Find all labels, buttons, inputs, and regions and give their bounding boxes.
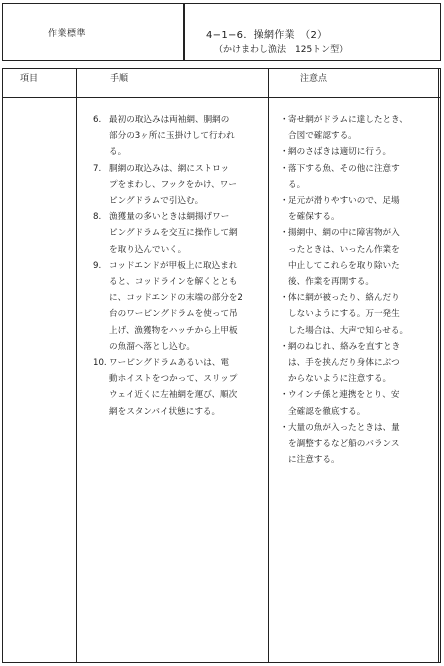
note-item: [280, 420, 440, 469]
note-text: [288, 144, 440, 160]
step-line: プをまわし、フックをかけ、ワー: [109, 179, 237, 190]
note-item: [280, 290, 440, 339]
bullet-mark: ・: [280, 228, 289, 239]
bullet-mark: ・: [280, 390, 289, 401]
note-line: に注意する。: [288, 455, 340, 466]
note-line: 足元が滑りやすいので、足場: [288, 196, 400, 207]
bullet-mark: ・: [280, 341, 289, 352]
notes-list: [280, 112, 440, 468]
note-text: [288, 193, 440, 225]
step-number: 8.: [93, 212, 102, 223]
note-line: 大量の魚が入ったときは、量: [288, 422, 400, 433]
column-header-procedure: 手順: [110, 74, 129, 84]
bullet-mark: ・: [280, 115, 289, 125]
note-text: [288, 290, 440, 339]
note-line: しないようにする。万一発生: [288, 309, 400, 320]
step-line: 部分の3ヶ所に玉掛けして行われ: [109, 131, 235, 142]
procedure-step: [93, 112, 266, 161]
step-line: ると、コッドラインを解くととも: [109, 277, 238, 288]
step-line: ピングドラムを交互に操作して網: [109, 228, 238, 239]
note-text: [288, 387, 440, 419]
header-label: 作業標準: [48, 29, 87, 39]
step-line: の魚溜へ落とし込む。: [109, 341, 195, 352]
step-text: [109, 112, 266, 161]
bullet-mark: ・: [280, 163, 289, 174]
step-line: 台のワーピングドラムを使って吊: [109, 309, 238, 320]
procedure-step: [93, 209, 266, 258]
step-text: [109, 161, 266, 210]
note-line: を確保する。: [288, 212, 340, 223]
note-line: 体に網が被ったり、絡んだり: [288, 293, 400, 304]
bullet-mark: ・: [280, 196, 289, 207]
note-line: 後、作業を再開する。: [288, 277, 374, 288]
note-line: は、手を挟んだり身体にぶつ: [288, 358, 400, 369]
note-line: 寄せ網がドラムに達したとき、: [288, 115, 408, 125]
note-item: [280, 225, 440, 290]
note-text: [288, 420, 440, 469]
note-item: [280, 161, 440, 193]
step-line: 最初の取込みは両袖網、胴網の: [109, 115, 230, 125]
note-line: 全確認を徹底する。: [288, 406, 366, 417]
procedure-step: [93, 258, 266, 355]
step-line: ワーピングドラムあるいは、電: [109, 358, 230, 369]
column-header-notes: 注意点: [300, 74, 328, 84]
note-line: した場合は、大声で知らせる。: [288, 325, 409, 336]
step-line: ピングドラムで引込む。: [109, 196, 204, 207]
procedure-step: [93, 161, 266, 210]
note-line: 合図で確認する。: [288, 131, 357, 142]
step-line: ウェイ近くに左袖網を運び、順次: [109, 390, 238, 401]
note-item: [280, 387, 440, 419]
step-text: [109, 258, 266, 355]
step-line: 動ホイストをつかって、スリップ: [109, 374, 238, 385]
header-subtitle: （かけまわし漁法 125トン型）: [214, 45, 349, 55]
step-text: [109, 209, 266, 258]
note-item: [280, 339, 440, 388]
note-line: 網のさばきは適切に行う。: [288, 147, 392, 158]
note-item: [280, 193, 440, 225]
note-text: [288, 225, 440, 290]
step-line: を取り込んでいく。: [109, 244, 187, 255]
note-line: を調整するなど船のバランス: [288, 439, 400, 450]
bullet-mark: ・: [280, 422, 289, 433]
column-header-item: 項目: [20, 74, 39, 84]
column-header-divider: [2, 97, 441, 98]
bullet-mark: ・: [280, 293, 289, 304]
column-divider-1: [76, 68, 77, 663]
procedure-step: [93, 355, 266, 420]
step-line: 胴網の取込みは、網にストロッ: [109, 163, 230, 174]
step-line: 網をスタンバイ状態にする。: [109, 406, 221, 417]
note-line: る。: [288, 179, 306, 190]
note-line: 落下する魚、その他に注意す: [288, 163, 400, 174]
note-item: [280, 144, 440, 160]
note-text: [288, 112, 440, 144]
note-line: 網のねじれ、絡みを直すとき: [288, 341, 401, 352]
step-line: コッドエンドが甲板上に取込まれ: [109, 260, 238, 271]
column-divider-2: [268, 68, 269, 663]
step-line: る。: [109, 147, 127, 158]
note-text: [288, 339, 440, 388]
note-line: ウインチ係と連携をとり、安: [288, 390, 400, 401]
step-line: 漁獲量の多いときは網揚げワー: [109, 212, 230, 223]
note-line: 中止してこれらを取り除いた: [288, 260, 400, 271]
step-text: [109, 355, 266, 420]
procedure-list: [93, 112, 266, 420]
step-number: 6.: [93, 115, 102, 125]
step-number: 9.: [93, 260, 102, 271]
step-number: 7.: [93, 163, 102, 174]
note-item: [280, 112, 440, 144]
step-number: 10.: [93, 358, 107, 369]
step-line: に、コッドエンドの末端の部分を2: [109, 293, 243, 304]
note-line: からないように注意する。: [288, 374, 392, 385]
note-text: [288, 161, 440, 193]
header-title: 4−1−6．操網作業 （2）: [206, 30, 328, 41]
note-line: ったときは、いったん作業を: [288, 244, 400, 255]
header-divider: [183, 3, 185, 61]
bullet-mark: ・: [280, 147, 289, 158]
step-line: 上げ、漁獲物をハッチから上甲板: [109, 325, 238, 336]
note-line: 揚網中、網の中に障害物が入: [288, 228, 400, 239]
